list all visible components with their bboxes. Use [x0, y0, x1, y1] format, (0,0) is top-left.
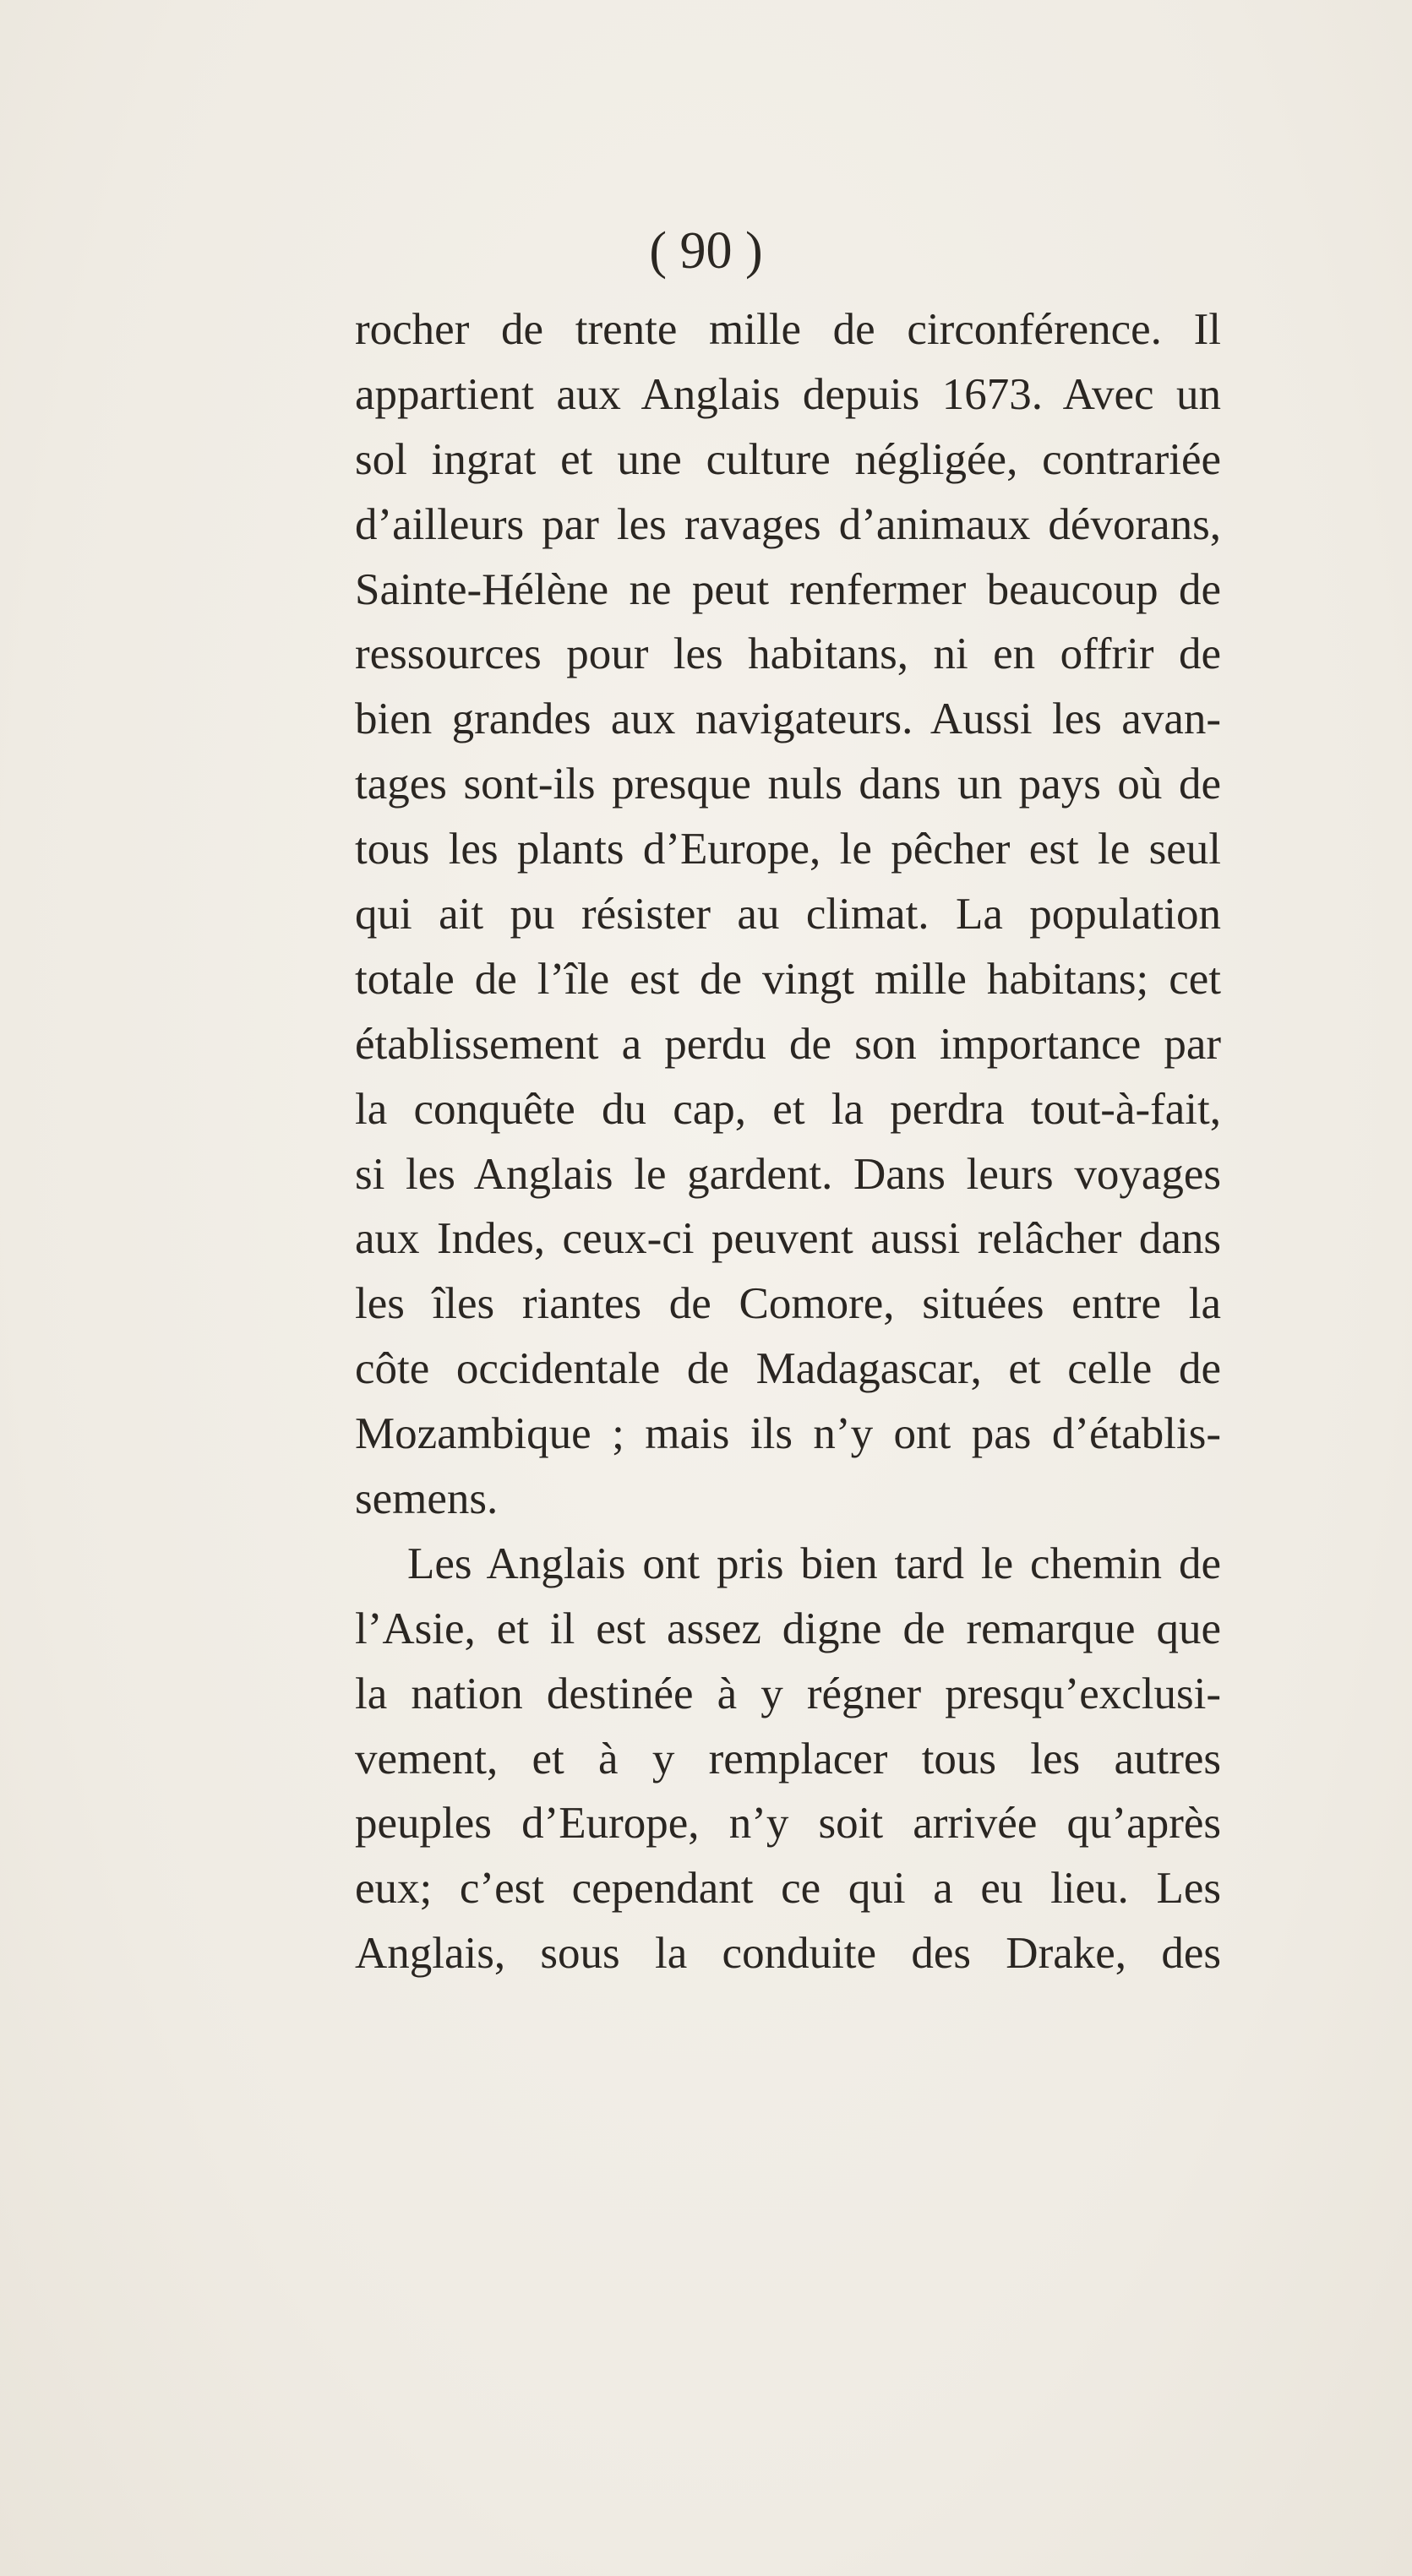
text-line: si les Anglais le gardent. Dans leurs voyages: [355, 1149, 1221, 1199]
text-line: les îles riantes de Comore, situées entre la: [355, 1279, 1221, 1329]
body-text: [355, 297, 1221, 1986]
page-number-header: ( 90 ): [649, 222, 763, 280]
text-line: appartient aux Anglais depuis 1673. Avec un: [355, 369, 1221, 419]
text-line: établissement a perdu de son importance par: [355, 1019, 1221, 1069]
text-line: Sainte-Hélène ne peut renfermer beaucoup de: [355, 564, 1221, 614]
text-line: semens.: [355, 1474, 499, 1524]
text-line: bien grandes aux navigateurs. Aussi les avan-: [355, 694, 1221, 744]
text-line: Mozambique ; mais ils n’y ont pas d’établis-: [355, 1409, 1221, 1459]
text-line: aux Indes, ceux-ci peuvent aussi relâcher dans: [355, 1214, 1221, 1264]
text-line: totale de l’île est de vingt mille habitans; cet: [355, 954, 1221, 1004]
text-line: peuples d’Europe, n’y soit arrivée qu’après: [355, 1799, 1221, 1849]
text-line: tages sont-ils presque nuls dans un pays où de: [355, 760, 1221, 809]
text-line: ressources pour les habitans, ni en offrir de: [355, 629, 1221, 679]
text-line: d’ailleurs par les ravages d’animaux dévorans,: [355, 499, 1221, 549]
text-line: côte occidentale de Madagascar, et celle de: [355, 1344, 1221, 1394]
text-line: sol ingrat et une culture négligée, contrariée: [355, 434, 1221, 484]
text-line: Les Anglais ont pris bien tard le chemin de: [407, 1539, 1221, 1588]
text-line: l’Asie, et il est assez digne de remarque que: [355, 1604, 1221, 1653]
text-line: la conquête du cap, et la perdra tout-à-fait,: [355, 1084, 1221, 1134]
text-line: Anglais, sous la conduite des Drake, des: [355, 1929, 1221, 1979]
text-line: qui ait pu résister au climat. La population: [355, 890, 1221, 939]
text-line: eux; c’est cependant ce qui a eu lieu. Les: [355, 1864, 1221, 1914]
text-line: tous les plants d’Europe, le pêcher est le seul: [355, 825, 1221, 874]
text-line: rocher de trente mille de circonférence. Il: [355, 305, 1221, 354]
text-line: vement, et à y remplacer tous les autres: [355, 1734, 1221, 1784]
text-line: la nation destinée à y régner presqu’exclusi-: [355, 1669, 1221, 1718]
